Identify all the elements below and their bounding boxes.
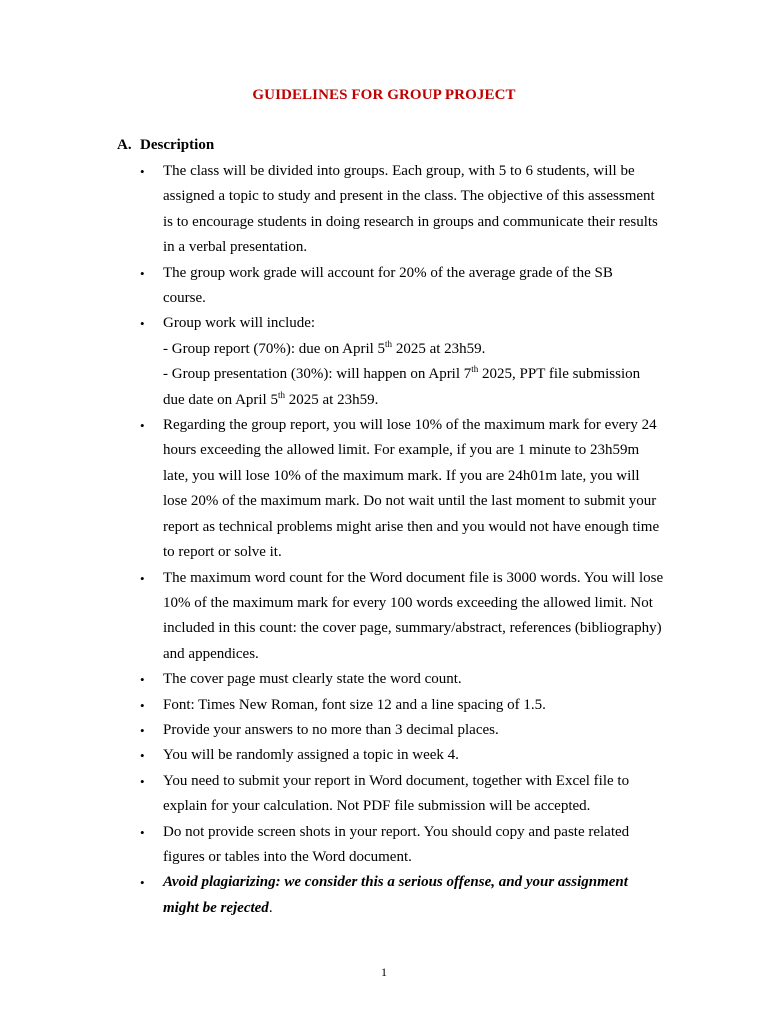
bullet-icon: • [140, 773, 145, 789]
text-line: The class will be divided into groups. Each group, with 5 to 6 students, will be [163, 163, 635, 179]
text-line: Font: Times New Roman, font size 12 and a line spacing of 1.5. [163, 696, 546, 713]
bullet-icon: • [140, 672, 145, 688]
page-number: 1 [381, 965, 387, 979]
bullet-icon: • [140, 748, 145, 764]
plagiarism-warning-text: Avoid plagiarizing: we consider this a serious offense, and your assignment [163, 874, 628, 891]
plagiarism-warning-period: . [268, 899, 273, 916]
text-line: report as technical problems might arise then and you would not have enough time [163, 518, 660, 535]
bullet-item-group-work-components [0, 311, 683, 413]
text-line: included in this count: the cover page, summary/abstract, references (bibliography) [163, 620, 662, 637]
group-report-date-text: 2025 at 23h59. [392, 340, 486, 357]
group-presentation-date-text: 2025, PPT file submission [478, 366, 641, 383]
bullet-icon: • [140, 722, 145, 738]
group-presentation-line [163, 362, 683, 387]
text-line: is to encourage students in doing research in groups and communicate their results [163, 213, 658, 230]
bullet-item-screenshots [0, 820, 683, 871]
text-line: The maximum word count for the Word document file is 3000 words. You will lose [163, 569, 664, 586]
bullet-icon: • [140, 418, 145, 434]
ordinal-suffix: th [385, 338, 393, 349]
bullet-item-submission-format [0, 769, 683, 820]
text-line: to report or solve it. [163, 544, 282, 561]
bullet-item-word-count [0, 566, 683, 668]
text-line: assigned a topic to study and present in the class. The objective of this assessment [163, 188, 655, 205]
group-presentation-text: - Group presentation (30%): will happen on April 7 [163, 366, 472, 383]
text-line: Provide your answers to no more than 3 decimal places. [163, 721, 499, 738]
bullet-item-cover-page [0, 667, 683, 692]
plagiarism-warning-line [163, 896, 683, 921]
plagiarism-warning-text: might be rejected [163, 899, 269, 916]
text-line: You will be randomly assigned a topic in week 4. [163, 747, 459, 764]
text-line: Group work will include: [163, 315, 316, 332]
bullet-icon: • [140, 875, 145, 891]
bullet-item-grade-weight [0, 261, 683, 312]
bullet-item-decimal-places [0, 718, 683, 743]
document-title: GUIDELINES FOR GROUP PROJECT [252, 87, 516, 103]
section-heading [117, 137, 214, 154]
text-line: 10% of the maximum mark for every 100 words exceeding the allowed limit. Not [163, 594, 653, 611]
text-line: and appendices. [163, 645, 259, 662]
text-line: The cover page must clearly state the word count. [163, 671, 462, 688]
group-report-line [163, 337, 683, 362]
section-heading-text: Description [140, 137, 215, 153]
bullet-item-groups [0, 159, 683, 261]
text-line: figures or tables into the Word document. [163, 848, 412, 865]
text-line: Do not provide screen shots in your report. You should copy and paste related [163, 823, 630, 840]
ppt-due-date-line [163, 388, 683, 413]
bullet-icon: • [140, 824, 145, 840]
text-line: in a verbal presentation. [163, 239, 308, 256]
text-line: The group work grade will account for 20% of the average grade of the SB [163, 264, 613, 281]
bullet-icon: • [140, 697, 145, 713]
text-line: Regarding the group report, you will lose 10% of the maximum mark for every 24 [163, 417, 657, 434]
text-line: course. [163, 290, 206, 307]
bullet-item-plagiarism-warning [0, 870, 683, 921]
group-report-text: - Group report (70%): due on April 5 [163, 340, 386, 357]
bullet-item-late-penalty [0, 413, 683, 565]
bullet-icon: • [140, 164, 145, 179]
bullet-icon: • [140, 265, 145, 281]
description-bullet-list [0, 159, 768, 921]
bullet-item-font [0, 693, 683, 718]
bullet-icon: • [140, 570, 145, 586]
text-line: late, you will lose 10% of the maximum mark. If you are 24h01m late, you will [163, 467, 640, 484]
ppt-due-date-text: due date on April 5 [163, 391, 278, 408]
ppt-due-date-time-text: 2025 at 23h59. [285, 391, 379, 408]
text-line: hours exceeding the allowed limit. For example, if you are 1 minute to 23h59m [163, 442, 640, 459]
section-number: A. [117, 137, 132, 153]
bullet-item-topic-assignment [0, 743, 683, 768]
text-line: You need to submit your report in Word document, together with Excel file to [163, 772, 630, 789]
bullet-icon: • [140, 316, 145, 332]
text-line: lose 20% of the maximum mark. Do not wait until the last moment to submit your [163, 493, 657, 510]
ordinal-suffix: th [277, 389, 285, 400]
text-line: explain for your calculation. Not PDF file submission will be accepted. [163, 798, 591, 815]
ordinal-suffix: th [471, 364, 479, 375]
